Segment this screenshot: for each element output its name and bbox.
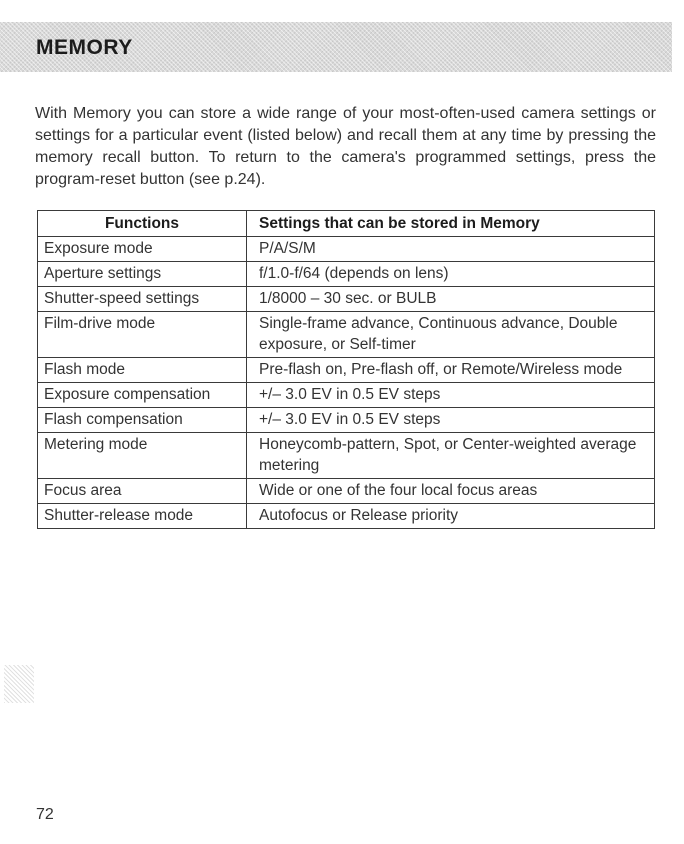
settings-column-header: Settings that can be stored in Memory — [247, 211, 655, 237]
setting-cell: P/A/S/M — [247, 237, 655, 262]
table-row — [38, 262, 655, 287]
setting-cell: +/– 3.0 EV in 0.5 EV steps — [247, 383, 655, 408]
setting-cell: Single-frame advance, Continuous advance, Double exposure, or Self-timer — [247, 312, 655, 358]
function-cell: Shutter-speed settings — [38, 287, 247, 312]
page-number: 72 — [36, 806, 54, 823]
setting-cell: Honeycomb-pattern, Spot, or Center-weighted average metering — [247, 433, 655, 479]
setting-cell: 1/8000 – 30 sec. or BULB — [247, 287, 655, 312]
intro-paragraph: With Memory you can store a wide range of your most-often-used camera settings or settings for a particular event (listed below) and recall them at any time by pressing the memory recall button. To return to the camera's programmed settings, press the program-reset button (see p.24). — [35, 105, 656, 188]
table-row — [38, 479, 655, 504]
table-row — [38, 312, 655, 358]
table-row — [38, 383, 655, 408]
table-row — [38, 504, 655, 529]
function-cell: Exposure compensation — [38, 383, 247, 408]
table-row — [38, 287, 655, 312]
section-title: MEMORY — [36, 36, 133, 59]
table-header-row — [38, 211, 655, 237]
function-cell: Shutter-release mode — [38, 504, 247, 529]
function-cell: Film-drive mode — [38, 312, 247, 358]
setting-cell: Pre-flash on, Pre-flash off, or Remote/Wireless mode — [247, 358, 655, 383]
table-row — [38, 237, 655, 262]
memory-functions-table — [37, 210, 655, 529]
table-row — [38, 408, 655, 433]
function-cell: Focus area — [38, 479, 247, 504]
table-row — [38, 358, 655, 383]
scan-artifact — [4, 665, 34, 703]
function-cell: Flash mode — [38, 358, 247, 383]
function-cell: Aperture settings — [38, 262, 247, 287]
setting-cell: +/– 3.0 EV in 0.5 EV steps — [247, 408, 655, 433]
function-cell: Exposure mode — [38, 237, 247, 262]
setting-cell: Wide or one of the four local focus areas — [247, 479, 655, 504]
setting-cell: Autofocus or Release priority — [247, 504, 655, 529]
function-cell: Flash compensation — [38, 408, 247, 433]
table-row — [38, 433, 655, 479]
function-cell: Metering mode — [38, 433, 247, 479]
functions-column-header: Functions — [38, 211, 247, 237]
setting-cell: f/1.0-f/64 (depends on lens) — [247, 262, 655, 287]
